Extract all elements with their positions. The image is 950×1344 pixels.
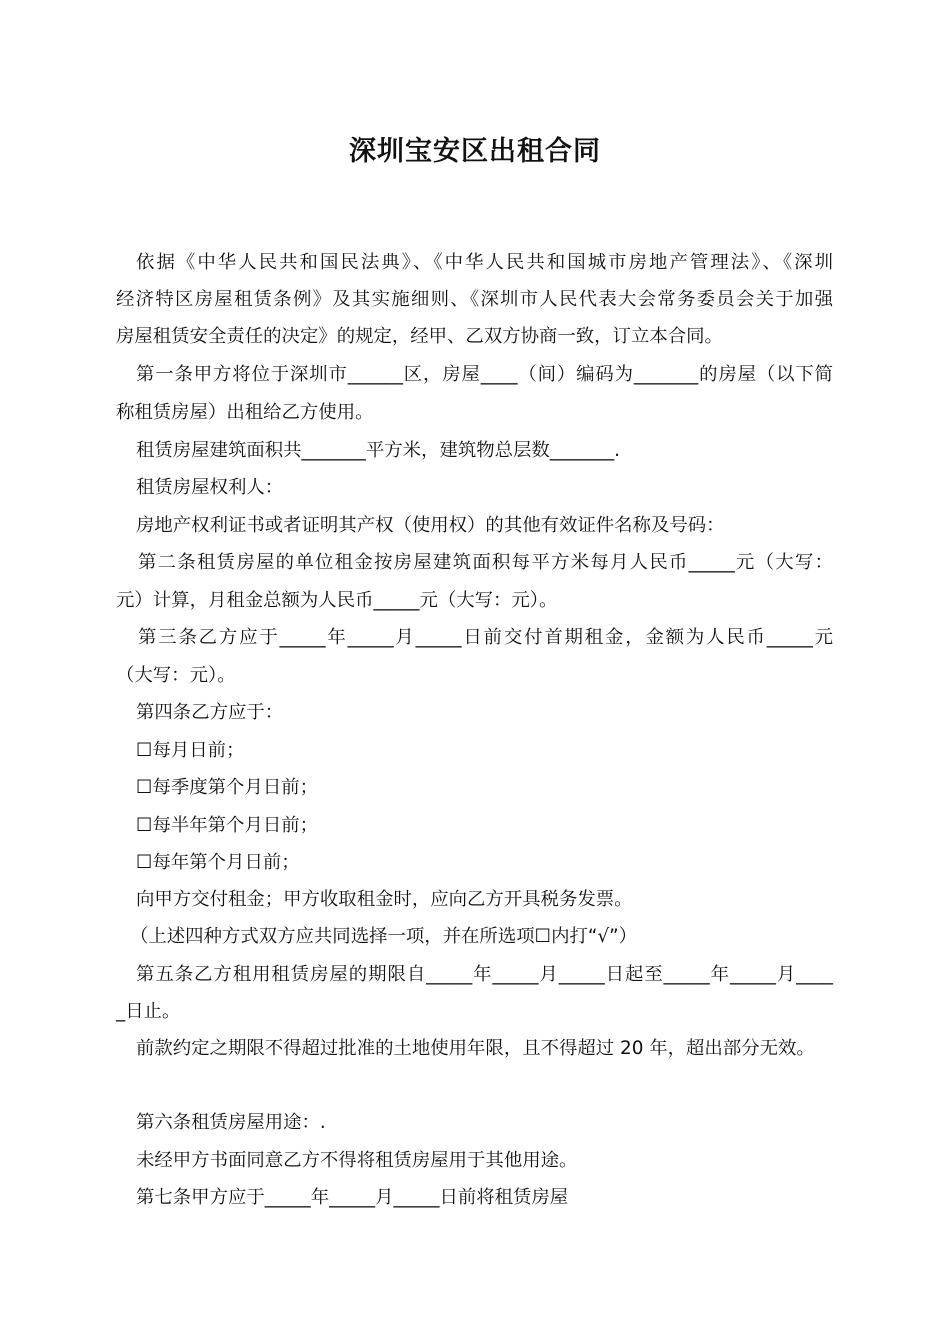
paragraph-line: 第六条租赁房屋用途：. — [136, 1112, 326, 1133]
paragraph-line: _日止。 — [116, 1001, 181, 1022]
paragraph-line: 依据《中华人民共和国民法典》、《中华人民共和国城市房地产管理法》、《深圳 — [136, 252, 833, 273]
paragraph-line: 房地产权利证书或者证明其产权（使用权）的其他有效证件名称及号码： — [136, 515, 725, 536]
paragraph-line: 元）计算，月租金总额为人民币_____元（大写：元）。 — [116, 590, 558, 611]
paragraph-line: ☐每年第个月日前； — [136, 852, 300, 873]
paragraph-line: 称租赁房屋）出租给乙方使用。 — [116, 402, 374, 423]
paragraph-line: 租赁房屋建筑面积共_______平方米，建筑物总层数_______. — [136, 440, 621, 461]
paragraph-line: 向甲方交付租金；甲方收取租金时，应向乙方开具税务发票。 — [136, 889, 633, 910]
paragraph-line: 第一条甲方将位于深圳市______区，房屋____（间）编码为_______的房屋（以下简 — [136, 364, 833, 385]
paragraph-line: 未经甲方书面同意乙方不得将租赁房屋用于其他用途。 — [136, 1150, 578, 1171]
paragraph-line: （上述四种方式双方应共同选择一项，并在所选项☐内打“√”） — [130, 926, 638, 947]
paragraph-line: 第七条甲方应于_____年_____月_____日前将租赁房屋 — [136, 1187, 569, 1208]
paragraph-line: 第二条租赁房屋的单位租金按房屋建筑面积每平方米每月人民币_____元（大写： — [138, 552, 833, 573]
document-title: 深圳宝安区出租合同 — [349, 136, 601, 167]
paragraph-line: 经济特区房屋租赁条例》及其实施细则、《深圳市人民代表大会常务委员会关于加强 — [116, 289, 833, 310]
paragraph-line: 租赁房屋权利人： — [136, 477, 284, 498]
paragraph-line: 第四条乙方应于： — [136, 702, 284, 723]
paragraph-line: 前款约定之期限不得超过批准的土地使用年限，且不得超过 20 年，超出部分无效。 — [136, 1038, 815, 1059]
paragraph-line: ☐每半年第个月日前； — [136, 815, 319, 836]
paragraph-line: 第五条乙方租用租赁房屋的期限自_____年_____月_____日起至_____年_____月____ — [136, 964, 833, 985]
paragraph-line: ☐每月日前； — [136, 740, 245, 761]
paragraph-line: ☐每季度第个月日前； — [136, 777, 319, 798]
paragraph-line: 房屋租赁安全责任的决定》的规定，经甲、乙双方协商一致，订立本合同。 — [116, 326, 723, 347]
paragraph-line: （大写：元）。 — [116, 665, 236, 686]
paragraph-line: 第三条乙方应于_____年_____月_____日前交付首期租金，金额为人民币_____元 — [138, 627, 833, 648]
